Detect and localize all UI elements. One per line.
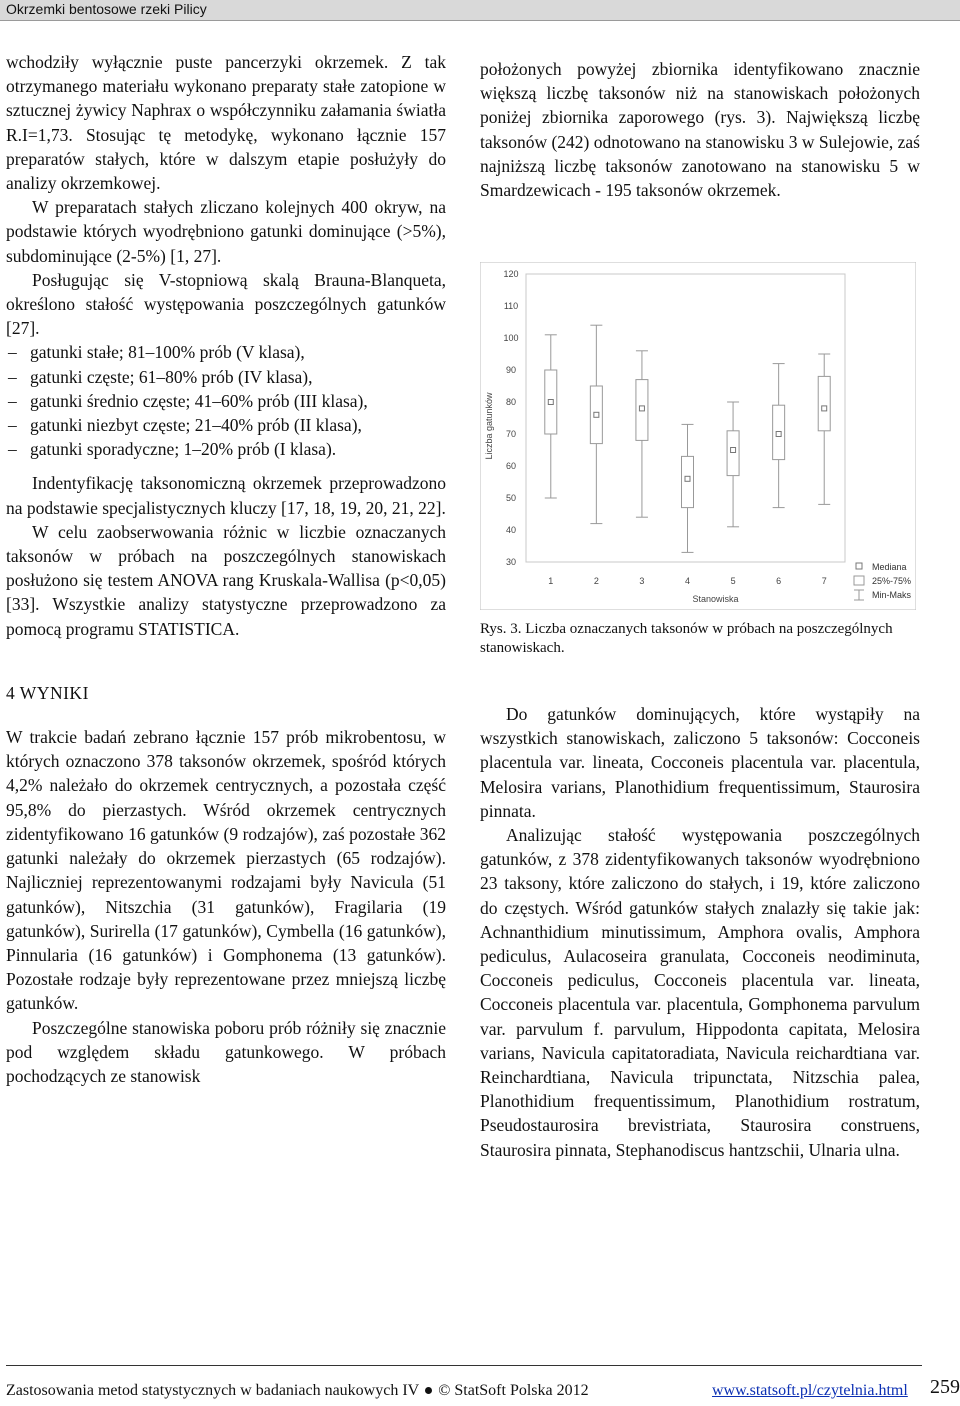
header-title: Okrzemki bentosowe rzeki Pilicy — [6, 1, 207, 17]
y-tick-label: 70 — [505, 429, 517, 439]
paragraph: Posługując się V-stopniową skalą Brauna-Blanqueta, określono stałość występowania poszczególnych gatunków [27]. — [6, 269, 446, 339]
legend-median-label: Mediana — [872, 562, 907, 572]
figure-caption: Rys. 3. Liczba oznaczanych taksonów w próbach na poszczególnych stanowiskach. — [480, 621, 893, 656]
right-column-top — [480, 57, 920, 202]
y-tick-label: 80 — [505, 397, 517, 407]
list-item: – gatunki stałe; 81–100% prób (V klasa), — [30, 340, 446, 364]
frequency-class-list — [6, 340, 446, 461]
boxplot-chart — [480, 262, 916, 610]
paragraph: Indentyfikację taksonomiczną okrzemek przeprowadzono na podstawie specjalistycznych kluczy [17, 18, 19, 20, 21, 22]. — [6, 473, 446, 518]
footer-link[interactable]: www.statsoft.pl/czytelnia.html — [712, 1382, 908, 1399]
y-tick-label: 120 — [503, 269, 519, 279]
legend-box-icon — [854, 576, 864, 585]
footer-text — [6, 1382, 589, 1400]
y-axis-label: Liczba gatunków — [484, 392, 494, 460]
paragraph: W trakcie badań zebrano łącznie 157 prób mikrobentosu, w których oznaczono 378 taksonów okrzemek, spośród których 4,2% należało do okrzemek centrycznych, a pozostała część 95,8% do pierzastych. Wśród okrzemek centrycznych zidentyfikowano 16 gatunków (9 rodzajów), zaś pozostałe 362 gatunki należały do okrzemek pierzastych (65 rodzajów). Najliczniej reprezentowanymi rodzajami były Navicula (51 gatunków), Nitszchia (31 gatunków), Fragilaria (19 gatunków), Surirella (17 gatunków), Cymbella (16 gatunków), Pinnularia (16 gatunków) i Gomphonema (13 gatunków). Pozostałe rodzaje były reprezentowane przez mniejszą liczbę gatunków. — [6, 727, 446, 1014]
left-column — [6, 50, 446, 1088]
footer-copyright: © StatSoft Polska 2012 — [438, 1382, 589, 1399]
median-marker — [685, 476, 690, 481]
list-item: – gatunki sporadyczne; 1–20% prób (I klasa). — [30, 437, 446, 461]
x-tick-label: 7 — [821, 576, 827, 586]
x-tick-label: 2 — [593, 576, 599, 586]
section-title: 4 WYNIKI — [6, 682, 89, 703]
paragraph: Analizując stałość występowania poszczególnych gatunków, z 378 zidentyfikowanych taksonów wyodrębniono 23 taksony, które zaliczono do stałych, i 19, które zaliczono do częstych. Wśród gatunków stałych znalazły się takie jak: Achnanthidium minutissimum, Amphora ovalis, Amphora pediculus, Aulacoseira granulata, Cocconeis neodiminuta, Cocconeis pediculus, Cocconeis placentula var. lineata, Cocconeis placentula var. placentula, Gomphonema parvulum var. parvulum f. parvulum, Hippodonta capitata, Melosira varians, Navicula capitatoradiata, Navicula reichardtiana var. Reinchardtiana, Navicula tripunctata, Nitzschia palea, Planothidium frequentissimum, Planothidium rostratum, Pseudostaurosira brevistriata, Staurosira construens, Staurosira pinnata, Stephanodiscus hantzschii, Ulnaria ulna. — [480, 825, 920, 1160]
x-tick-label: 1 — [548, 576, 554, 586]
list-item: – gatunki średnio częste; 41–60% prób (III klasa), — [30, 389, 446, 413]
x-tick-label: 6 — [776, 576, 782, 586]
list-item: – gatunki częste; 61–80% prób (IV klasa), — [30, 365, 446, 389]
page-footer — [6, 1376, 960, 1406]
x-tick-label: 3 — [639, 576, 645, 586]
x-tick-label: 5 — [730, 576, 736, 586]
x-tick-label: 4 — [684, 576, 691, 586]
median-marker — [548, 400, 553, 405]
right-column-bottom — [480, 702, 920, 1162]
box-iqr — [818, 376, 830, 430]
boxplot-figure — [480, 262, 916, 610]
box-iqr — [682, 456, 694, 507]
box-iqr — [727, 431, 739, 476]
y-tick-label: 60 — [505, 461, 517, 471]
y-tick-label: 30 — [505, 557, 517, 567]
paragraph: położonych powyżej zbiornika identyfikowano znacznie większą liczbę taksonów niż na stanowiskach położonych poniżej zbiornika zaporowego (rys. 3). Największą liczbę taksonów (242) odnotowano na stanowisku 3 w Sulejowie, zaś najniższą liczbę taksonów zanotowano na stanowisku 5 w Smardzewicach - 195 taksonów okrzemek. — [480, 59, 920, 201]
y-tick-label: 100 — [503, 333, 519, 343]
footer-conference: Zastosowania metod statystycznych w badaniach naukowych IV — [6, 1382, 420, 1399]
legend-box-label: 25%-75% — [872, 576, 912, 586]
bullet-icon — [425, 1387, 432, 1394]
paragraph: W preparatach stałych zliczano kolejnych 400 okryw, na podstawie których wyodrębniono gatunki dominujące (>5%), subdominujące (2-5%) [1, 27]. — [6, 197, 446, 266]
footer-divider — [6, 1365, 922, 1366]
page-header — [0, 0, 960, 21]
legend-whisker-label: Min-Maks — [872, 590, 912, 600]
median-marker — [639, 406, 644, 411]
y-tick-label: 90 — [505, 365, 517, 375]
paragraph: Do gatunków dominujących, które wystąpiły na wszystkich stanowiskach, zaliczono 5 taksonów: Cocconeis placentula var. lineata, Cocconeis placentula var. placentula, Melosira varians, Planothidium frequentissimum, Staurosira pinnata. — [480, 704, 920, 821]
page-number: 259 — [930, 1376, 960, 1398]
x-axis-label: Stanowiska — [692, 594, 739, 604]
chart-background — [480, 262, 916, 610]
legend-median-icon — [856, 563, 862, 569]
median-marker — [776, 432, 781, 437]
paragraph: Poszczególne stanowiska poboru prób różniły się znacznie pod względem składu gatunkowego. W próbach pochodzących ze stanowisk — [6, 1017, 446, 1086]
median-marker — [594, 412, 599, 417]
paragraph: W celu zaobserwowania różnic w liczbie oznaczanych taksonów w próbach na poszczególnych stanowiskach posłużono się testem ANOVA rang Kruskala-Wallisa (p<0,05) [33]. Wszystkie analizy statystyczne przeprowadzono za pomocą programu STATISTICA. — [6, 521, 446, 639]
median-marker — [731, 448, 736, 453]
median-marker — [822, 406, 827, 411]
list-item: – gatunki niezbyt częste; 21–40% prób (II klasa), — [30, 413, 446, 437]
y-tick-label: 40 — [505, 525, 517, 535]
y-tick-label: 50 — [505, 493, 517, 503]
paragraph: wchodziły wyłącznie puste pancerzyki okrzemek. Z tak otrzymanego materiału wykonano preparaty stałe zatopione w sztucznej żywicy Naphrax o współczynniku załamania światła R.I=1,73. Stosując tę metodykę, wykonano łącznie 157 preparatów stałych, które w dalszym etapie posłużyły do analizy okrzemkowej. — [6, 52, 446, 194]
y-tick-label: 110 — [503, 301, 519, 311]
